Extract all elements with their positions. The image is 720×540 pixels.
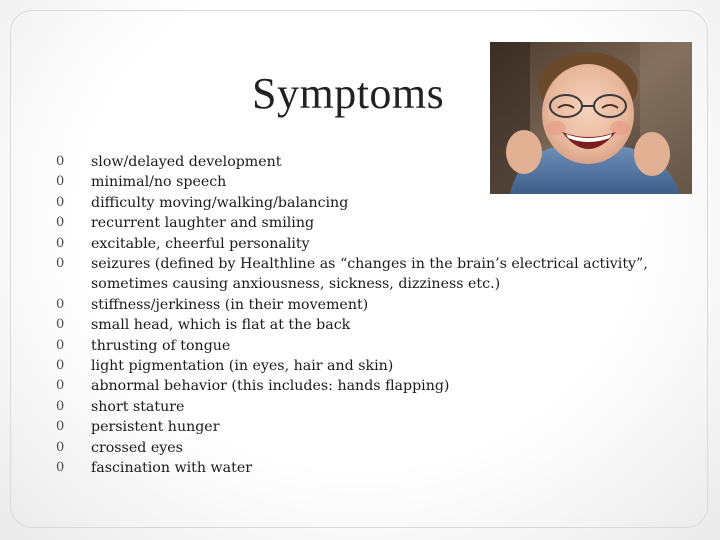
symptom-text: recurrent laughter and smiling (91, 215, 315, 232)
bullet-marker: 0 (56, 398, 65, 414)
bullet-marker: 0 (56, 154, 65, 169)
symptom-item (56, 315, 656, 335)
symptom-item (56, 172, 656, 192)
bullet-marker: 0 (56, 174, 65, 190)
bullet-marker: 0 (56, 296, 65, 312)
bullet-marker: 0 (56, 460, 65, 476)
bullet-marker: 0 (56, 194, 65, 210)
bullet-marker: 0 (56, 378, 65, 394)
symptom-text: persistent hunger (91, 419, 220, 436)
bullet-marker: 0 (56, 215, 65, 231)
slide-title: Symptoms (252, 69, 445, 118)
symptom-text: stiffness/jerkiness (in their movement) (91, 296, 369, 313)
symptom-item (56, 152, 656, 172)
symptom-text: abnormal behavior (this includes: hands flapping) (91, 378, 450, 395)
symptom-text: short stature (91, 398, 185, 415)
symptom-text: small head, which is flat at the back (91, 317, 351, 334)
symptom-item (56, 438, 656, 458)
symptom-list (56, 152, 656, 479)
symptom-text: slow/delayed development (91, 154, 282, 170)
symptom-item (56, 458, 656, 478)
symptom-text: minimal/no speech (91, 174, 227, 191)
symptom-item (56, 234, 656, 254)
bullet-marker: 0 (56, 235, 65, 251)
symptom-item (56, 295, 656, 315)
symptom-text: difficulty moving/walking/balancing (91, 194, 349, 211)
symptom-text: excitable, cheerful personality (91, 235, 310, 252)
symptom-item (56, 376, 656, 396)
symptom-item (56, 193, 656, 213)
symptom-item (56, 254, 656, 295)
symptom-text: crossed eyes (91, 439, 183, 456)
bullet-marker: 0 (56, 439, 65, 455)
bullet-marker: 0 (56, 337, 65, 353)
symptom-text: fascination with water (91, 460, 253, 477)
symptom-text: thrusting of tongue (91, 337, 231, 354)
symptom-text: light pigmentation (in eyes, hair and skin) (91, 358, 394, 375)
bullet-marker: 0 (56, 256, 65, 272)
symptom-item (56, 417, 656, 437)
bullet-marker: 0 (56, 358, 65, 374)
symptom-item (56, 213, 656, 233)
bullet-marker: 0 (56, 317, 65, 333)
symptom-item (56, 336, 656, 356)
symptom-item (56, 356, 656, 376)
bullet-marker: 0 (56, 419, 65, 435)
symptom-text: seizures (defined by Healthline as “changes in the brain’s electrical activity”, sometimes causing anxiousness, sickness, dizziness etc.) (91, 256, 648, 293)
symptom-item (56, 397, 656, 417)
